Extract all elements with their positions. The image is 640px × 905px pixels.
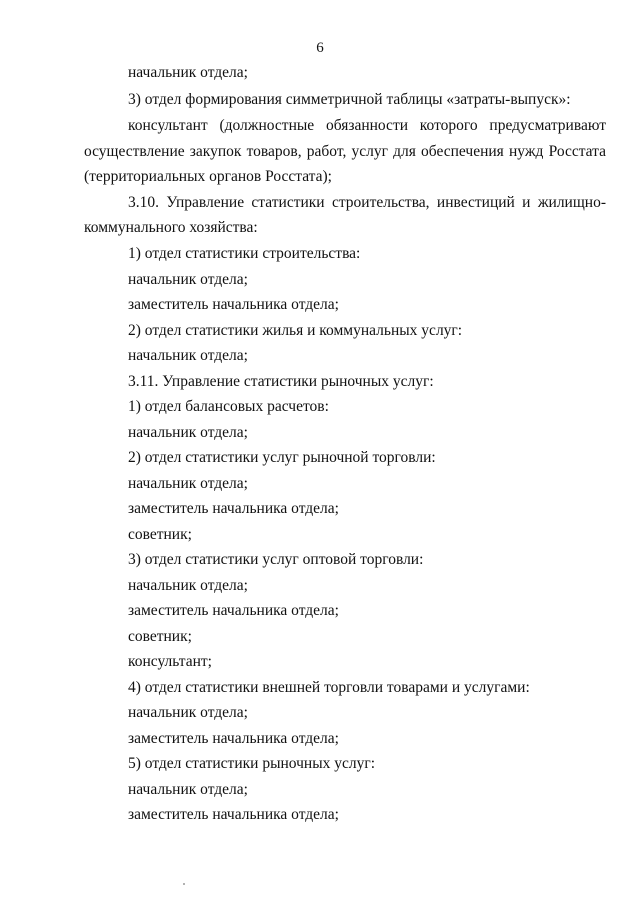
text-line: 3.11. Управление статистики рыночных услуг: [128,373,434,390]
text-line: начальник отдела; [128,271,248,288]
text-line: заместитель начальника отдела; [128,296,339,313]
text-line: заместитель начальника отдела; [128,602,339,619]
text-line: начальник отдела; [128,704,248,721]
text-line: заместитель начальника отдела; [128,500,339,517]
text-line: консультант (должностные обязанности которого предусматривают [128,117,606,134]
text-line: начальник отдела; [128,475,248,492]
text-line: начальник отдела; [128,64,248,81]
text-line: 3) отдел статистики услуг оптовой торговли: [128,551,424,568]
text-line: 2) отдел статистики жилья и коммунальных услуг: [128,322,463,339]
text-line: осуществление закупок товаров, работ, услуг для обеспечения нужд Росстата [84,143,606,160]
text-line: консультант; [128,653,212,670]
text-line: коммунального хозяйства: [84,219,258,236]
text-line: 3.10. Управление статистики строительства, инвестиций и жилищно- [128,194,606,211]
text-line: 5) отдел статистики рыночных услуг: [128,755,376,772]
text-line: советник; [128,526,192,543]
text-line: (территориальных органов Росстата); [84,168,332,185]
text-line: 1) отдел статистики строительства: [128,245,361,262]
text-line: начальник отдела; [128,577,248,594]
text-line: 4) отдел статистики внешней торговли товарами и услугами: [128,679,530,696]
page-number: 6 [316,40,324,56]
text-line: начальник отдела; [128,781,248,798]
text-line: советник; [128,628,192,645]
text-line: начальник отдела; [128,347,248,364]
text-line: 1) отдел балансовых расчетов: [128,398,329,415]
text-line: начальник отдела; [128,424,248,441]
text-line: заместитель начальника отдела; [128,730,339,747]
text-line: 3) отдел формирования симметричной таблицы «затраты-выпуск»: [128,91,571,108]
text-line: заместитель начальника отдела; [128,806,339,823]
scan-speck [183,883,185,885]
text-line: 2) отдел статистики услуг рыночной торговли: [128,449,436,466]
